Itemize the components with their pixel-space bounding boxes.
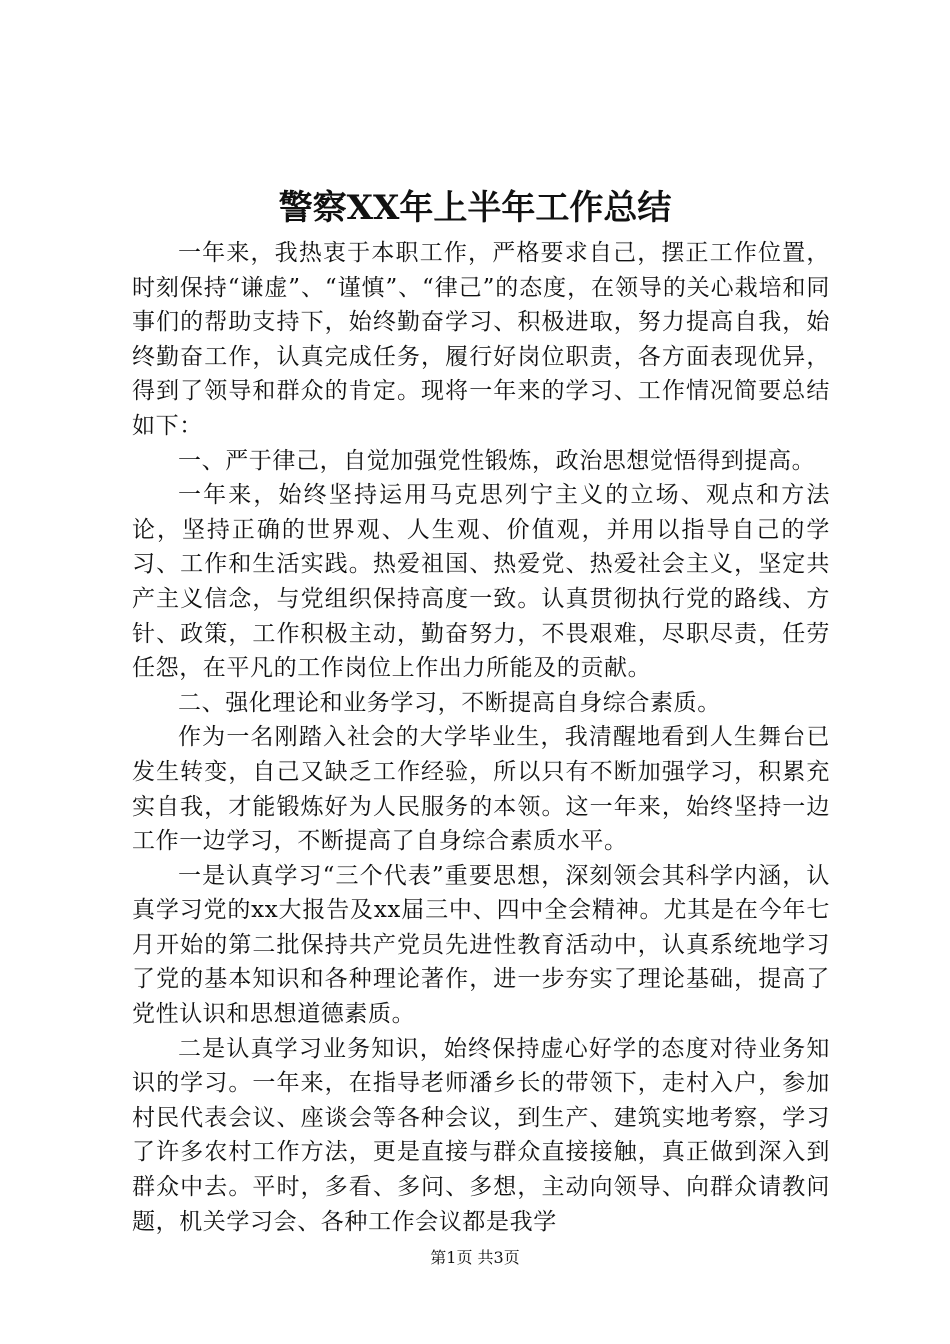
paragraph-section-2: 作为一名刚踏入社会的大学毕业生，我清醒地看到人生舞台已发生转变，自己又缺乏工作经验，所以只有不断加强学习，积累充实自我，才能锻炼好为人民服务的本领。这一年来，始终坚持一边工作一边学习，不断提高了自身综合素质水平。 [132,724,830,855]
paragraph-intro: 一年来，我热衷于本职工作，严格要求自己，摆正工作位置，时刻保持“谦虚”、“谨慎”、“律己”的态度，在领导的关心栽培和同事们的帮助支持下，始终勤奋学习、积极进取，努力提高自我，始终勤奋工作，认真完成任务，履行好岗位职责，各方面表现优异，得到了领导和群众的肯定。现将一年来的学习、工作情况简要总结如下： [132,240,830,439]
section-heading-1: 一、严于律己，自觉加强党性锻炼，政治思想觉悟得到提高。 [178,447,816,474]
paragraph-section-1: 一年来，始终坚持运用马克思列宁主义的立场、观点和方法论，坚持正确的世界观、人生观、价值观，并用以指导自己的学习、工作和生活实践。热爱祖国、热爱党、热爱社会主义，坚定共产主义信念，与党组织保持高度一致。认真贯彻执行党的路线、方针、政策，工作积极主动，勤奋努力，不畏艰难，尽职尽责，任劳任怨，在平凡的工作岗位上作出力所能及的贡献。 [132,482,830,682]
paragraph-point-2: 二是认真学习业务知识，始终保持虚心好学的态度对待业务知识的学习。一年来，在指导老师潘乡长的带领下，走村入户，参加村民代表会议、座谈会等各种会议，到生产、建筑实地考察，学习了许多农村工作方法，更是直接与群众直接接触，真正做到深入到群众中去。平时，多看、多问、多想，主动向领导、向群众请教问题，机关学习会、各种工作会议都是我学 [132,1035,830,1235]
document-title: 警察XX年上半年工作总结 [278,188,672,228]
section-heading-2: 二、强化理论和业务学习，不断提高自身综合素质。 [178,689,721,716]
page-footer: 第1页 共3页 [430,1248,520,1267]
document-body [132,236,830,1239]
paragraph-point-1: 一是认真学习“三个代表”重要思想，深刻领会其科学内涵，认真学习党的xx大报告及xx届三中、四中全会精神。尤其是在今年七月开始的第二批保持共产党员先进性教育活动中，认真系统地学习了党的基本知识和各种理论著作，进一步夯实了理论基础，提高了党性认识和思想道德素质。 [132,862,830,1028]
